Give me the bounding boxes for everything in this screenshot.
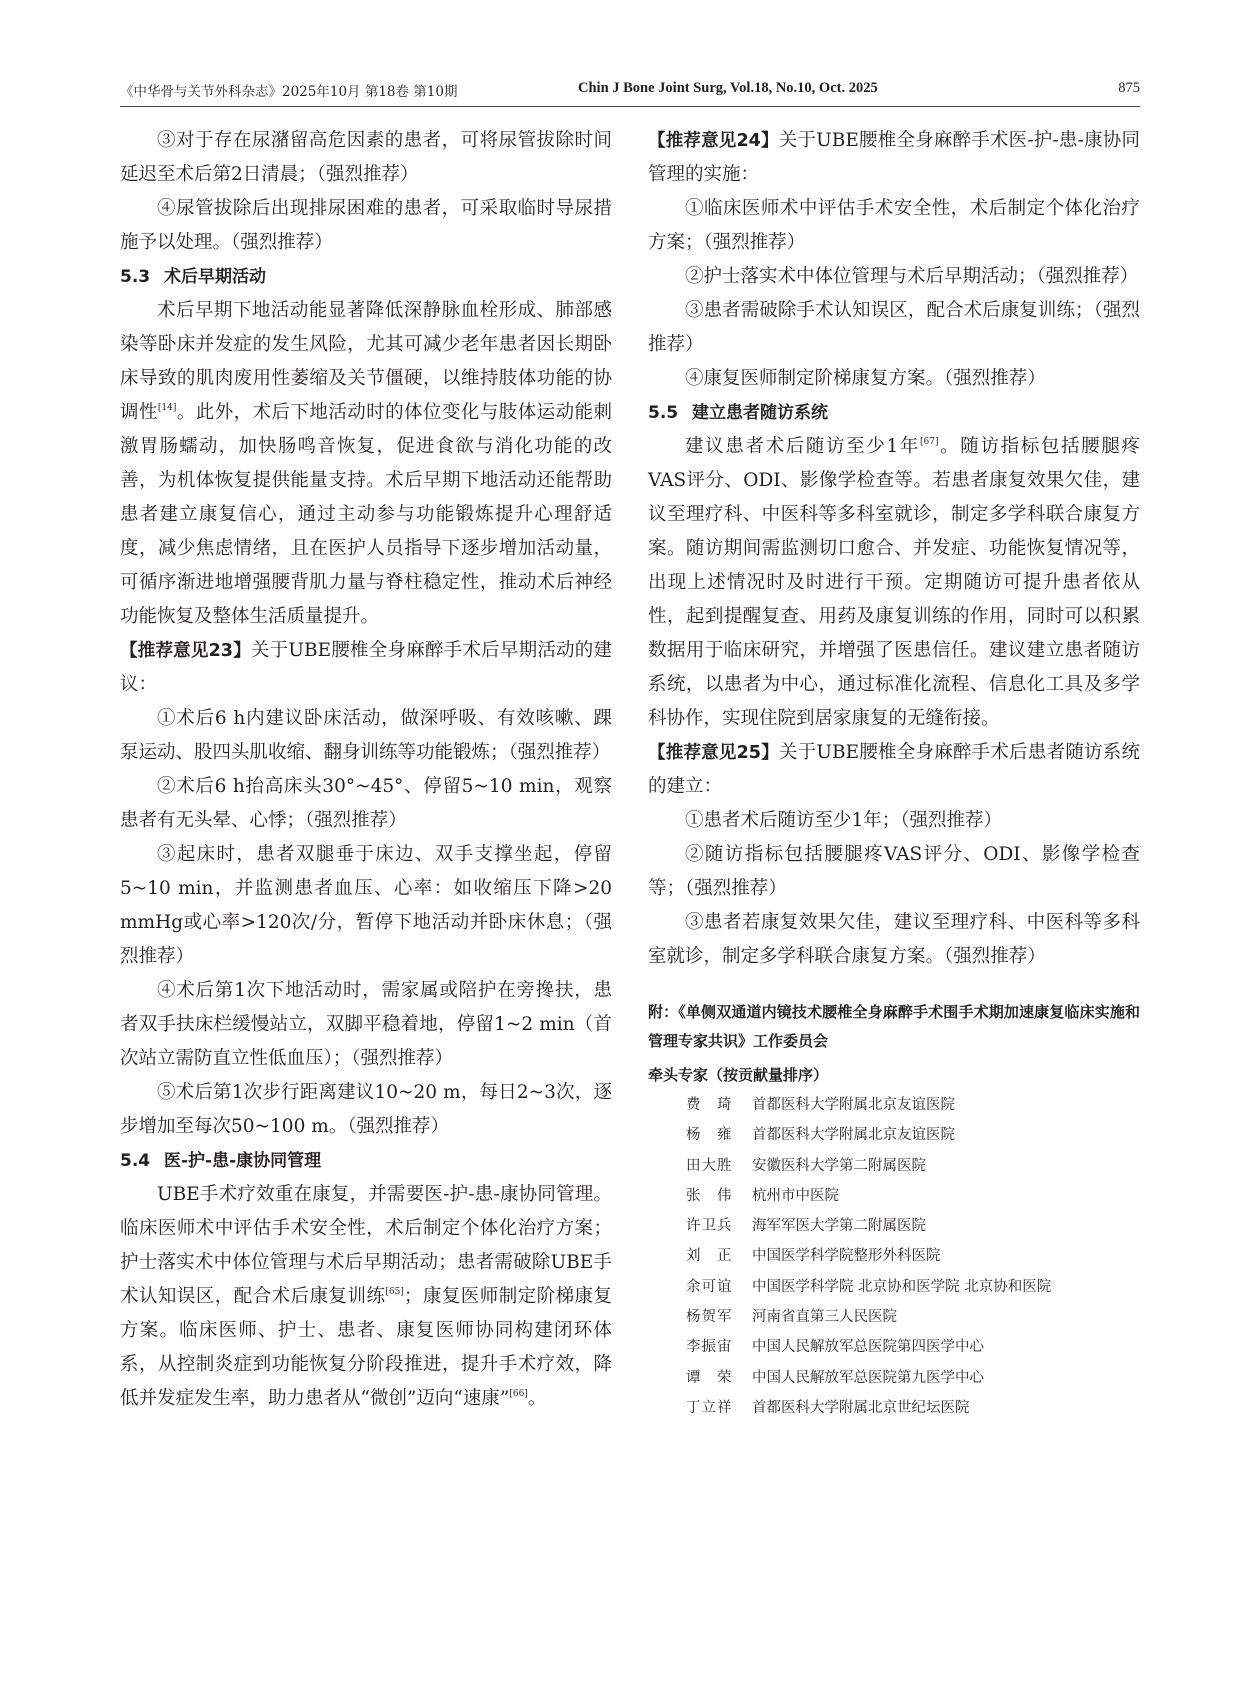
appendix-title: 附：《单侧双通道内镜技术腰椎全身麻醉手术围手术期加速康复临床实施和管理专家共识》工作委员会 <box>648 1003 1140 1050</box>
recommendation-item: ⑤术后第1次步行距离建议10~20 m，每日2~3次，逐步增加至每次50~100 m。（强烈推荐） <box>120 1082 612 1137</box>
right-column <box>648 124 1140 1423</box>
recommendation-item: ④康复医师制定阶梯康复方案。（强烈推荐） <box>685 368 1046 389</box>
body-text: 。此外，术后下地活动时的体位变化与肢体运动能刺激胃肠蠕动，加快肠鸣音恢复，促进食欲与消化功能的改善，为机体恢复提供能量支持。术后早期下地活动还能帮助患者建立康复信心，通过主动参与功能锻炼提升心理舒适度，减少焦虑情绪，且在医护人员指导下逐步增加活动量，可循序渐进地增强腰背肌力量与脊柱稳定性，推动术后神经功能恢复及整体生活质量提升。 <box>120 402 612 627</box>
member-affiliation: 中国人民解放军总医院第九医学中心 <box>752 1369 984 1386</box>
recommendation-item: ①患者术后随访至少1年；（强烈推荐） <box>685 810 1003 831</box>
body-text: ；康复医师制定阶梯康复方案。临床医师、护士、患者、康复医师协同构建闭环体系，从控制炎症到功能恢复分阶段推进，提升手术疗效，降低并发症发生率，助力患者从“微创”迈向“速康” <box>120 1286 612 1409</box>
recommendation-item: ②护士落实术中体位管理与术后早期活动；（强烈推荐） <box>685 266 1139 287</box>
member-row <box>648 1363 1140 1393</box>
body-text: 。 <box>527 1388 547 1409</box>
member-affiliation: 安徽医科大学第二附属医院 <box>752 1157 926 1174</box>
recommendation-tag: 【推荐意见25】 <box>648 743 779 763</box>
member-affiliation: 中国人民解放军总医院第四医学中心 <box>752 1339 984 1356</box>
member-row <box>648 1151 1140 1181</box>
recommendation-item: ③起床时，患者双腿垂于床边、双手支撑坐起，停留5~10 min，并监测患者血压、心率：如收缩压下降>20 mmHg或心率>120次/分，暂停下地活动并卧床休息；（强烈推荐） <box>120 844 612 967</box>
member-list <box>648 1090 1140 1423</box>
recommendation-item: ③患者若康复效果欠佳，建议至理疗科、中医科等多科室就诊，制定多学科联合康复方案。（强烈推荐） <box>648 912 1140 967</box>
recommendation-text: 关于UBE腰椎全身麻醉手术后早期活动的建议： <box>120 640 612 695</box>
member-name: 张 伟 <box>686 1187 733 1204</box>
body-text: 。随访指标包括腰腿疼VAS评分、ODI、影像学检查等。若患者康复效果欠佳，建议至理疗科、中医科等多科室就诊，制定多学科联合康复方案。随访期间需监测切口愈合、并发症、功能恢复情况等，出现上述情况时及时进行干预。定期随访可提升患者依从性，起到提醒复查、用药及康复训练的作用，同时可以积累数据用于临床研究，并增强了医患信任。建议建立患者随访系统，以患者为中心，通过标准化流程、信息化工具及多学科协作，实现住院到居家康复的无缝衔接。 <box>648 436 1140 729</box>
paragraph-catheter-delay: ③对于存在尿潴留高危因素的患者，可将尿管拔除时间延迟至术后第2日清晨；（强烈推荐） <box>120 130 612 185</box>
recommendation-tag: 【推荐意见23】 <box>120 641 251 661</box>
member-row <box>648 1120 1140 1150</box>
member-affiliation: 海军军医大学第二附属医院 <box>752 1218 926 1235</box>
section-number: 5.4 <box>120 1151 151 1171</box>
member-row <box>648 1241 1140 1271</box>
recommendation-item: ①术后6 h内建议卧床活动，做深呼吸、有效咳嗽、踝泵运动、股四头肌收缩、翻身训练等功能锻炼；（强烈推荐） <box>120 708 612 763</box>
left-column <box>120 124 612 1416</box>
member-affiliation: 杭州市中医院 <box>752 1187 839 1204</box>
member-affiliation: 中国医学科学院整形外科医院 <box>752 1248 941 1265</box>
member-name: 李振宙 <box>686 1339 733 1356</box>
recommendation-24 <box>648 124 1140 192</box>
recommendation-item: ①临床医师术中评估手术安全性，术后制定个体化治疗方案；（强烈推荐） <box>648 198 1140 253</box>
body-text: UBE手术疗效重在康复，并需要医-护-患-康协同管理。临床医师术中评估手术安全性，术后制定个体化治疗方案；护士落实术中体位管理与术后早期活动；患者需破除UBE手术认知误区，配合术后康复训练 <box>120 1184 612 1307</box>
member-row <box>648 1332 1140 1362</box>
member-affiliation: 首都医科大学附属北京友谊医院 <box>752 1127 955 1144</box>
member-name: 余可谊 <box>686 1278 733 1295</box>
header-rule <box>120 106 1140 107</box>
member-affiliation: 中国医学科学院 北京协和医学院 北京协和医院 <box>752 1278 1052 1295</box>
citation-ref: [67] <box>920 437 939 447</box>
paragraph-follow-up <box>648 430 1140 736</box>
section-title: 术后早期活动 <box>164 267 266 287</box>
section-heading-5-3 <box>120 260 612 294</box>
citation-ref: [65] <box>385 1287 404 1297</box>
paragraph-early-activity <box>120 294 612 634</box>
leaders-heading: 牵头专家（按贡献量排序） <box>648 1066 829 1084</box>
paragraph-catheter-retention: ④尿管拔除后出现排尿困难的患者，可采取临时导尿措施予以处理。（强烈推荐） <box>120 198 612 253</box>
member-name: 丁立祥 <box>686 1399 733 1416</box>
body-text: 建议患者术后随访至少1年 <box>685 436 921 457</box>
member-name: 谭 荣 <box>686 1369 733 1386</box>
section-heading-5-5 <box>648 396 1140 430</box>
recommendation-25 <box>648 736 1140 804</box>
recommendation-item: ②随访指标包括腰腿疼VAS评分、ODI、影像学检查等；（强烈推荐） <box>648 844 1140 899</box>
member-affiliation: 首都医科大学附属北京友谊医院 <box>752 1097 955 1113</box>
section-title: 建立患者随访系统 <box>692 403 828 423</box>
journal-citation: 《中华骨与关节外科杂志》2025年10月 第18卷 第10期 <box>120 84 458 100</box>
recommendation-item: ②术后6 h抬高床头30°~45°、停留5~10 min，观察患者有无头晕、心悸；（强烈推荐） <box>120 776 612 831</box>
member-name: 杨 雍 <box>686 1127 733 1144</box>
member-name: 刘 正 <box>686 1248 733 1265</box>
member-name: 许卫兵 <box>686 1218 733 1235</box>
member-affiliation: 河南省直第三人民医院 <box>752 1309 897 1326</box>
member-name: 田大胜 <box>686 1157 733 1174</box>
recommendation-tag: 【推荐意见24】 <box>648 131 779 151</box>
section-number: 5.3 <box>120 267 151 287</box>
recommendation-item: ④术后第1次下地活动时，需家属或陪护在旁搀扶，患者双手扶床栏缓慢站立，双脚平稳着地，停留1~2 min（首次站立需防直立性低血压）；（强烈推荐） <box>120 980 612 1069</box>
journal-english-citation: Chin J Bone Joint Surg, Vol.18, No.10, Oct. 2025 <box>578 80 878 96</box>
member-row <box>648 1272 1140 1302</box>
section-number: 5.5 <box>648 403 679 423</box>
running-header <box>120 80 1140 104</box>
member-row <box>648 1181 1140 1211</box>
page-number: 875 <box>1118 80 1140 96</box>
member-name: 杨贺军 <box>686 1309 733 1326</box>
member-row <box>648 1090 1140 1120</box>
citation-ref: [14] <box>157 403 177 413</box>
member-row <box>648 1393 1140 1423</box>
member-row <box>648 1302 1140 1332</box>
paragraph-collaborative-management <box>120 1178 612 1416</box>
member-affiliation: 首都医科大学附属北京世纪坛医院 <box>752 1399 970 1416</box>
section-heading-5-4 <box>120 1144 612 1178</box>
body-text: 术后早期下地活动能显著降低深静脉血栓形成、肺部感染等卧床并发症的发生风险，尤其可减少老年患者因长期卧床导致的肌肉废用性萎缩及关节僵硬，以维持肢体功能的协调性 <box>120 300 612 423</box>
member-name: 费 琦 <box>686 1097 733 1113</box>
section-title: 医-护-患-康协同管理 <box>164 1151 322 1171</box>
member-row <box>648 1211 1140 1241</box>
citation-ref: [66] <box>509 1389 528 1399</box>
recommendation-text: 关于UBE腰椎全身麻醉手术后患者随访系统的建立： <box>648 742 1140 797</box>
recommendation-23 <box>120 634 612 702</box>
recommendation-item: ③患者需破除手术认知误区，配合术后康复训练；（强烈推荐） <box>648 300 1140 355</box>
recommendation-text: 关于UBE腰椎全身麻醉手术医-护-患-康协同管理的实施： <box>648 130 1140 185</box>
